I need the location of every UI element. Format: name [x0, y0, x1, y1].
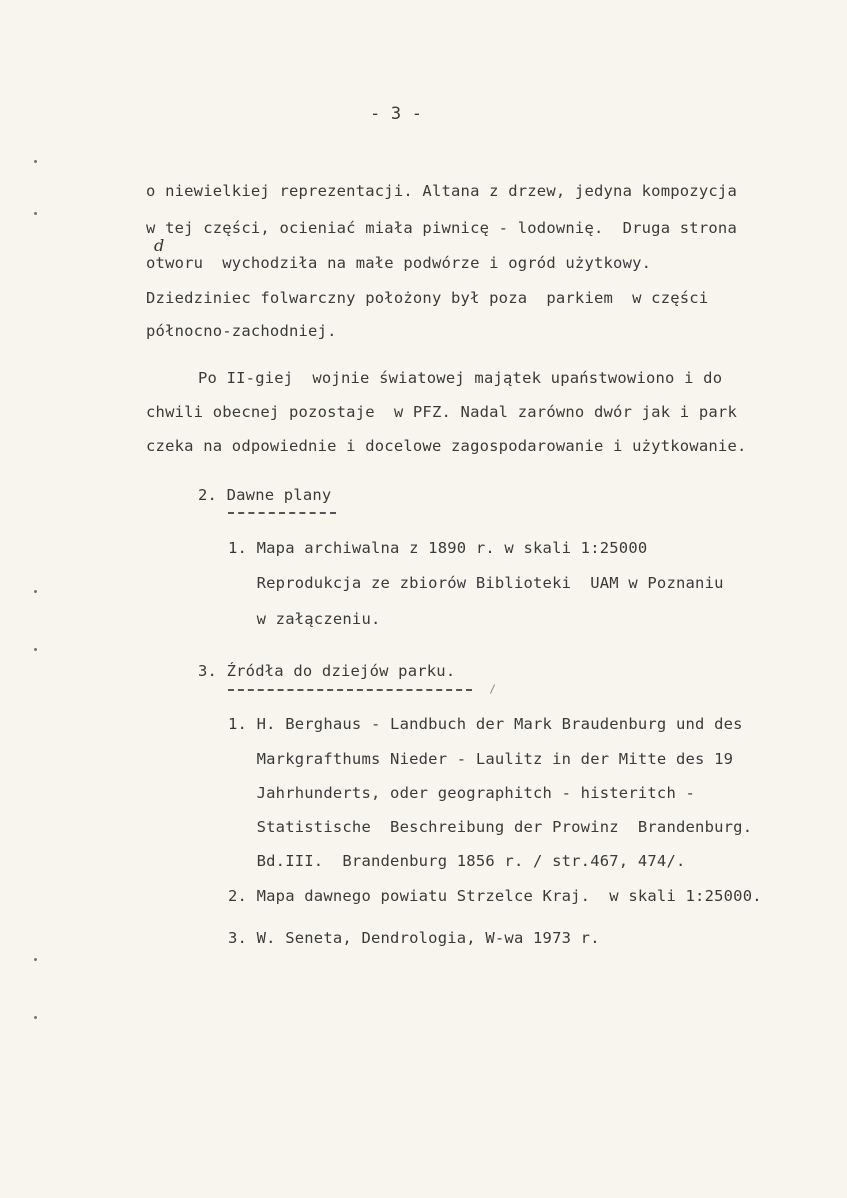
text-line: w tej części, ocieniać miała piwnicę - lodownię. Druga strona	[146, 219, 737, 237]
list-item-line: 1. Mapa archiwalna z 1890 r. w skali 1:25000	[228, 539, 648, 557]
handwritten-correction: d	[154, 236, 165, 255]
text-line: Po II-giej wojnie światowej majątek upaństwowiono i do	[198, 369, 723, 387]
scan-speck	[34, 648, 37, 651]
scan-speck	[34, 212, 37, 215]
scan-speck	[34, 160, 37, 163]
text-line: północno-zachodniej.	[146, 322, 337, 340]
scan-speck	[34, 590, 37, 593]
heading-underline	[228, 689, 472, 691]
list-item-line: w załączeniu.	[228, 610, 381, 628]
list-item-line: Reprodukcja ze zbiorów Biblioteki UAM w Poznaniu	[228, 574, 724, 592]
text-line: otworu wychodziła na małe podwórze i ogród użytkowy.	[146, 254, 652, 272]
page-number: - 3 -	[370, 104, 423, 124]
heading-underline	[228, 512, 336, 514]
list-item-line: 3. W. Seneta, Dendrologia, W-wa 1973 r.	[228, 929, 600, 947]
list-item-line: 1. H. Berghaus - Landbuch der Mark Braudenburg und des	[228, 715, 743, 733]
pencil-mark	[490, 684, 495, 693]
list-item-line: Markgrafthums Nieder - Laulitz in der Mitte des 19	[228, 750, 734, 768]
text-line: czeka na odpowiednie i docelowe zagospodarowanie i użytkowanie.	[146, 437, 747, 455]
list-item-line: Statistische Beschreibung der Prowinz Brandenburg.	[228, 818, 753, 836]
text-line: Dziedziniec folwarczny położony był poza parkiem w części	[146, 289, 709, 307]
list-item-line: Bd.III. Brandenburg 1856 r. / str.467, 474/.	[228, 852, 686, 870]
scan-speck	[34, 1016, 37, 1019]
list-item-line: 2. Mapa dawnego powiatu Strzelce Kraj. w skali 1:25000.	[228, 887, 762, 905]
text-line: chwili obecnej pozostaje w PFZ. Nadal zarówno dwór jak i park	[146, 403, 737, 421]
section-heading: 2. Dawne plany	[198, 486, 332, 504]
text-line: o niewielkiej reprezentacji. Altana z drzew, jedyna kompozycja	[146, 182, 737, 200]
list-item-line: Jahrhunderts, oder geographitch - histeritch -	[228, 784, 696, 802]
scan-speck	[34, 958, 37, 961]
section-heading: 3. Źródła do dziejów parku.	[198, 662, 456, 680]
